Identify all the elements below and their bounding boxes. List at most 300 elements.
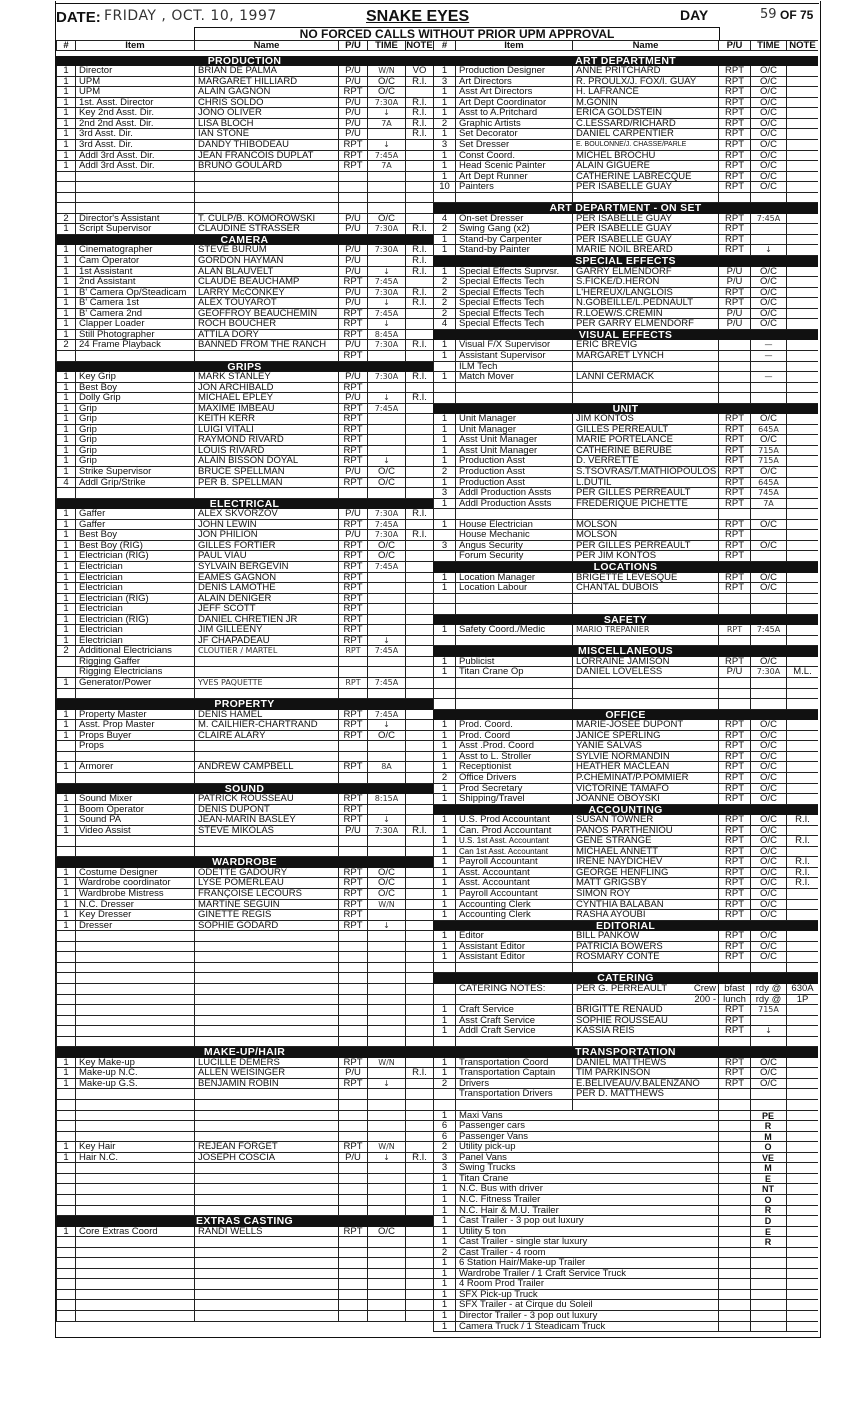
crew-row (433, 456, 818, 467)
cell-note (405, 1248, 433, 1258)
cell-time: O/C (367, 87, 405, 97)
cell-num: 3 (433, 488, 455, 498)
crew-row (433, 752, 818, 763)
cell-item: Camera Truck / 1 Steadicam Truck (455, 1322, 718, 1332)
cell-num: 1 (433, 340, 455, 350)
cell-pu (718, 1206, 750, 1216)
cell-time: 8:45A (367, 330, 405, 340)
cell-pu (718, 351, 750, 361)
empty-row (56, 1279, 433, 1290)
cell-name: SYLVIE NORMANDIN (572, 752, 718, 762)
cell-name: BANNED FROM THE RANCH (194, 340, 338, 350)
crew-row (433, 657, 818, 668)
cell-time: 645A (750, 425, 786, 435)
cell-note (405, 87, 433, 97)
cell-time (367, 689, 405, 699)
cell-pu (718, 1322, 750, 1332)
cell-pu: RPT (718, 98, 750, 108)
section-header: CAMERA (56, 235, 433, 246)
cell-item: Special Effects Tech (455, 298, 572, 308)
cell-time (367, 446, 405, 456)
cell-num: 1 (433, 245, 455, 255)
cell-pu (718, 393, 750, 403)
cell-pu: P/U (338, 393, 367, 403)
cell-pu: RPT (338, 604, 367, 614)
cell-time: O/C (367, 551, 405, 561)
crew-row (433, 488, 818, 499)
empty-row (433, 678, 818, 689)
cell-num (56, 1026, 75, 1036)
cell-name (572, 963, 718, 973)
cell-time (367, 129, 405, 139)
cell-note (405, 478, 433, 488)
cell-time: O/C (750, 752, 786, 762)
cell-note (786, 446, 818, 456)
cell-pu: RPT (338, 878, 367, 888)
cell-time: O/C (367, 541, 405, 551)
cell-item: Best Boy (RIG) (75, 541, 194, 551)
cell-note (405, 1279, 433, 1289)
cell-num: 2 (433, 467, 455, 477)
cell-pu (338, 182, 367, 192)
cell-time (367, 1300, 405, 1310)
cell-note (786, 340, 818, 350)
cell-num: 1 (56, 77, 75, 87)
crew-row (56, 520, 433, 531)
cell-time (750, 1016, 786, 1026)
crew-row (433, 1068, 818, 1079)
cell-pu: P/U (338, 245, 367, 255)
crew-row (56, 657, 433, 668)
cell-pu: RPT (718, 752, 750, 762)
cell-num (56, 1016, 75, 1026)
crew-row (433, 889, 818, 900)
cell-name: PER ISABELLE GUAY (572, 224, 718, 234)
cell-name: JOHN LEWIN (194, 520, 338, 530)
cell-time (367, 995, 405, 1005)
section-header: EDITORIAL (433, 921, 818, 932)
cell-num (433, 509, 455, 519)
cell-num: 1 (433, 657, 455, 667)
cell-time: — (750, 372, 786, 382)
cell-name: ALAN BLAUVELT (194, 267, 338, 277)
cell-note (786, 762, 818, 772)
cell-note (405, 488, 433, 498)
cell-time (367, 604, 405, 614)
cell-time: ↓ (367, 298, 405, 308)
cell-num: 1 (56, 224, 75, 234)
cell-item: Match Mover (455, 372, 572, 382)
cell-time: O/C (750, 520, 786, 530)
cell-time (750, 678, 786, 688)
cell-num: 1 (56, 530, 75, 540)
cell-name: MARIE PORTELANCE (572, 435, 718, 445)
cell-item: 1st Assistant (75, 267, 194, 277)
cell-name: MARIE-JOSEE DUPONT (572, 720, 718, 730)
cell-num: 1 (56, 330, 75, 340)
cell-name (572, 1037, 718, 1047)
cell-name: LUCILLE DEMERS (194, 1058, 338, 1068)
crew-row (56, 530, 433, 541)
cell-time (367, 1184, 405, 1194)
cell-note (786, 773, 818, 783)
crew-row (433, 667, 818, 678)
cell-name (572, 1100, 718, 1110)
cell-note: R.I. (405, 298, 433, 308)
cell-pu: RPT (718, 573, 750, 583)
cell-name: ALAIN DENIGER (194, 594, 338, 604)
cell-num (56, 203, 75, 213)
crew-row (56, 425, 433, 436)
cell-item: Wardrobe Trailer / 1 Craft Service Truck (455, 1269, 718, 1279)
cell-num: 1 (433, 87, 455, 97)
cell-pu (338, 931, 367, 941)
cell-num: 1 (433, 1026, 455, 1036)
cell-time: O/C (750, 931, 786, 941)
cell-num: 1 (56, 140, 75, 150)
cell-note (405, 952, 433, 962)
cell-item: ILM Tech (455, 362, 572, 372)
cell-name: JONO OLIVER (194, 108, 338, 118)
cell-pu (338, 963, 367, 973)
cell-pu (338, 1300, 367, 1310)
cell-pu (718, 1163, 750, 1173)
cell-note (405, 1132, 433, 1142)
cell-pu: RPT (718, 847, 750, 857)
cell-num (433, 362, 455, 372)
cell-note (786, 309, 818, 319)
cell-pu (718, 362, 750, 372)
crew-row (56, 309, 433, 320)
crew-row (56, 720, 433, 731)
empty-row (56, 995, 433, 1006)
cell-pu: P/U (718, 319, 750, 329)
cell-name: H. LAFRANCE (572, 87, 718, 97)
cell-pu: P/U (718, 267, 750, 277)
cell-name: SOPHIE ROUSSEAU (572, 1016, 718, 1026)
cell-time (367, 1237, 405, 1247)
cell-name: MARIE NOIL BREARD (572, 245, 718, 255)
crew-row (433, 277, 818, 288)
cell-note (786, 456, 818, 466)
cell-item: Asst. Accountant (455, 868, 572, 878)
cell-item (75, 1174, 194, 1184)
cell-num: 1 (433, 1258, 455, 1268)
cell-name: DENIS LAMOTHE (194, 583, 338, 593)
cell-note (405, 193, 433, 203)
cell-item: Grip (75, 425, 194, 435)
cell-pu: RPT (718, 129, 750, 139)
cell-name: M.GONIN (572, 98, 718, 108)
cell-pu (718, 1195, 750, 1205)
cell-note (405, 594, 433, 604)
cell-pu (718, 372, 750, 382)
cell-pu: RPT (718, 446, 750, 456)
cell-item: Painters (455, 182, 572, 192)
crew-row (56, 615, 433, 626)
cell-item (455, 383, 572, 393)
cell-note (405, 910, 433, 920)
cell-name: L'HEREUX/LANGLOIS (572, 288, 718, 298)
cell-name: CLOUTIER / MARTEL (194, 646, 338, 656)
crew-row (433, 1311, 818, 1322)
cell-note (786, 129, 818, 139)
cell-time: O/C (750, 952, 786, 962)
cell-note: R.I. (405, 119, 433, 129)
cell-num: 2 (433, 1079, 455, 1089)
cell-note (405, 140, 433, 150)
cell-note (786, 1195, 818, 1205)
cell-note (405, 878, 433, 888)
cell-note (786, 172, 818, 182)
cell-note (786, 720, 818, 730)
crew-row (433, 499, 818, 510)
column-header-time: TIME (367, 41, 405, 50)
section-header: SAFETY (433, 615, 818, 626)
cell-time: O/C (750, 298, 786, 308)
cell-name: R.LOEW/S.CREMIN (572, 309, 718, 319)
right-column-header-row (433, 40, 818, 51)
crew-row (56, 1153, 433, 1164)
cell-pu: RPT (718, 151, 750, 161)
cell-note (786, 1290, 818, 1300)
cell-note (405, 689, 433, 699)
cell-num (433, 995, 455, 1005)
cell-item: Transportation Coord (455, 1058, 572, 1068)
cell-item: Dolly Grip (75, 393, 194, 403)
cell-item: Swing Gang (x2) (455, 224, 572, 234)
movement-order-vertical-text: PER MOVEMENT ORDER (762, 1110, 777, 1248)
empty-row (56, 182, 433, 193)
cell-num (56, 1311, 75, 1321)
cell-num (56, 1037, 75, 1047)
crew-row (56, 636, 433, 647)
cell-num: 1 (433, 161, 455, 171)
cell-time: O/C (367, 868, 405, 878)
cell-pu (338, 1195, 367, 1205)
cell-pu: RPT (338, 330, 367, 340)
cell-name (194, 1258, 338, 1268)
section-header: SPECIAL EFFECTS (433, 256, 818, 267)
cell-item (75, 172, 194, 182)
crew-row (56, 298, 433, 309)
cell-time (367, 1132, 405, 1142)
cell-num: 1 (56, 583, 75, 593)
cell-pu: RPT (718, 182, 750, 192)
cell-note (786, 1037, 818, 1047)
cell-time: 7:30A (367, 509, 405, 519)
cell-time (750, 689, 786, 699)
cell-item: Graphic Artists (455, 119, 572, 129)
cell-item: Make-up G.S. (75, 1079, 194, 1089)
cell-pu: RPT (338, 404, 367, 414)
cell-num (56, 1089, 75, 1099)
cell-item: Director (75, 66, 194, 76)
cell-pu: RPT (718, 530, 750, 540)
cell-time: ↓ (367, 815, 405, 825)
cell-note (405, 541, 433, 551)
cell-name: MATT GRIGSBY (572, 878, 718, 888)
cell-name (194, 1290, 338, 1300)
cell-num: 1 (433, 1174, 455, 1184)
cell-name: GEOFFROY BEAUCHEMIN (194, 309, 338, 319)
cell-time (750, 1100, 786, 1110)
cell-name: BENJAMIN ROBIN (194, 1079, 338, 1089)
column-header-note: NOTE (406, 41, 433, 50)
cell-num (56, 172, 75, 182)
cell-pu: RPT (718, 794, 750, 804)
cell-name: R. PROULX/J. FOX/I. GUAY (572, 77, 718, 87)
cell-item: Script Supervisor (75, 224, 194, 234)
cell-item (75, 847, 194, 857)
cell-item (455, 393, 572, 403)
crew-row (56, 889, 433, 900)
cell-time (367, 1111, 405, 1121)
cell-time: O/C (750, 657, 786, 667)
cell-name (194, 1248, 338, 1258)
crew-row (433, 826, 818, 837)
cell-note (786, 182, 818, 192)
cell-time: 7:45A (367, 309, 405, 319)
crew-row (433, 773, 818, 784)
cell-num (56, 689, 75, 699)
cell-note: VO (405, 66, 433, 76)
cell-pu (338, 1311, 367, 1321)
cell-num (433, 1037, 455, 1047)
cell-pu: RPT (718, 478, 750, 488)
cell-pu: RPT (718, 520, 750, 530)
cell-item (75, 182, 194, 192)
cell-num: 1 (56, 1227, 75, 1237)
cell-item: Special Effects Suprvsr. (455, 267, 572, 277)
cell-item: Receptionist (455, 762, 572, 772)
crew-row (433, 140, 818, 151)
section-header: ELECTRICAL (56, 499, 433, 510)
cell-time: ↓ (367, 456, 405, 466)
cell-pu (718, 1037, 750, 1047)
cell-item (455, 594, 572, 604)
cell-name: PER ISABELLE GUAY (572, 214, 718, 224)
cell-name (194, 1089, 338, 1099)
cell-pu (718, 193, 750, 203)
cell-pu: RPT (718, 900, 750, 910)
cell-num: 1 (56, 467, 75, 477)
cell-num: 6 (433, 1132, 455, 1142)
cell-pu (338, 1132, 367, 1142)
cell-time: 7:45A (367, 562, 405, 572)
cell-note (405, 847, 433, 857)
cell-name (572, 678, 718, 688)
cell-time: O/C (750, 583, 786, 593)
cell-time: 7:45A (750, 625, 786, 635)
cell-pu (718, 1132, 750, 1142)
cell-item (75, 1258, 194, 1268)
cell-num: 1 (56, 298, 75, 308)
cell-note: R.I. (786, 868, 818, 878)
cell-note (786, 277, 818, 287)
cell-note (786, 731, 818, 741)
cell-item: Grip (75, 446, 194, 456)
crew-row (56, 921, 433, 932)
cell-note (786, 87, 818, 97)
cell-item (75, 1300, 194, 1310)
cell-note (786, 435, 818, 445)
cell-num: 2 (56, 214, 75, 224)
crew-row (56, 87, 433, 98)
cell-item: B' Camera 1st (75, 298, 194, 308)
cell-note (405, 414, 433, 424)
cell-pu (718, 1174, 750, 1184)
crew-row (56, 910, 433, 921)
cell-item (75, 973, 194, 983)
cell-name (194, 984, 338, 994)
cell-time (367, 1258, 405, 1268)
cell-pu: RPT (718, 214, 750, 224)
cell-name: LISA BLOCH (194, 119, 338, 129)
cell-pu: P/U (338, 372, 367, 382)
crew-row (56, 815, 433, 826)
forced-calls-banner: NO FORCED CALLS WITHOUT PRIOR UPM APPROVAL (194, 27, 720, 40)
cell-time (367, 752, 405, 762)
cell-time (367, 1037, 405, 1047)
cell-name: MOLSON (572, 530, 718, 540)
crew-row (433, 857, 818, 868)
empty-row (56, 1174, 433, 1185)
crew-row (56, 562, 433, 573)
cell-item: Production Asst (455, 467, 572, 477)
cell-item: Director Trailer - 3 pop out luxury (455, 1311, 718, 1321)
cell-name: KASSIA REIS (572, 1026, 718, 1036)
cell-note (405, 1163, 433, 1173)
cell-note (405, 815, 433, 825)
empty-row (56, 1163, 433, 1174)
cell-name (194, 1206, 338, 1216)
cell-time: O/C (750, 762, 786, 772)
cell-num: 1 (433, 235, 455, 245)
cell-note (405, 636, 433, 646)
cell-note (786, 1206, 818, 1216)
crew-row (56, 478, 433, 489)
cell-item: Unit Manager (455, 414, 572, 424)
cell-item: Electrician (75, 573, 194, 583)
cell-num: 1 (56, 309, 75, 319)
cell-name: MARGARET HILLIARD (194, 77, 338, 87)
cell-item: Gaffer (75, 509, 194, 519)
cell-item: SFX Trailer - at Cirque du Soleil (455, 1300, 718, 1310)
cell-note (786, 119, 818, 129)
crew-row (433, 931, 818, 942)
cell-note: 630A (786, 984, 818, 994)
day-number: 59 (760, 7, 777, 22)
cell-pu: RPT (718, 456, 750, 466)
cell-pu: RPT (718, 551, 750, 561)
cell-time: 7:45A (367, 404, 405, 414)
crew-row (56, 319, 433, 330)
cell-note: 1P (786, 995, 818, 1005)
cell-note (405, 456, 433, 466)
crew-row (433, 309, 818, 320)
cell-time: O/C (750, 826, 786, 836)
column-header-item: Item (455, 41, 572, 50)
cell-name: CHRIS SOLDO (194, 98, 338, 108)
crew-row (56, 66, 433, 77)
cell-note (405, 203, 433, 213)
cell-pu (718, 699, 750, 709)
cell-num (56, 351, 75, 361)
crew-row (433, 1132, 818, 1143)
cell-item: Maxi Vans (455, 1111, 718, 1121)
cell-pu (718, 594, 750, 604)
